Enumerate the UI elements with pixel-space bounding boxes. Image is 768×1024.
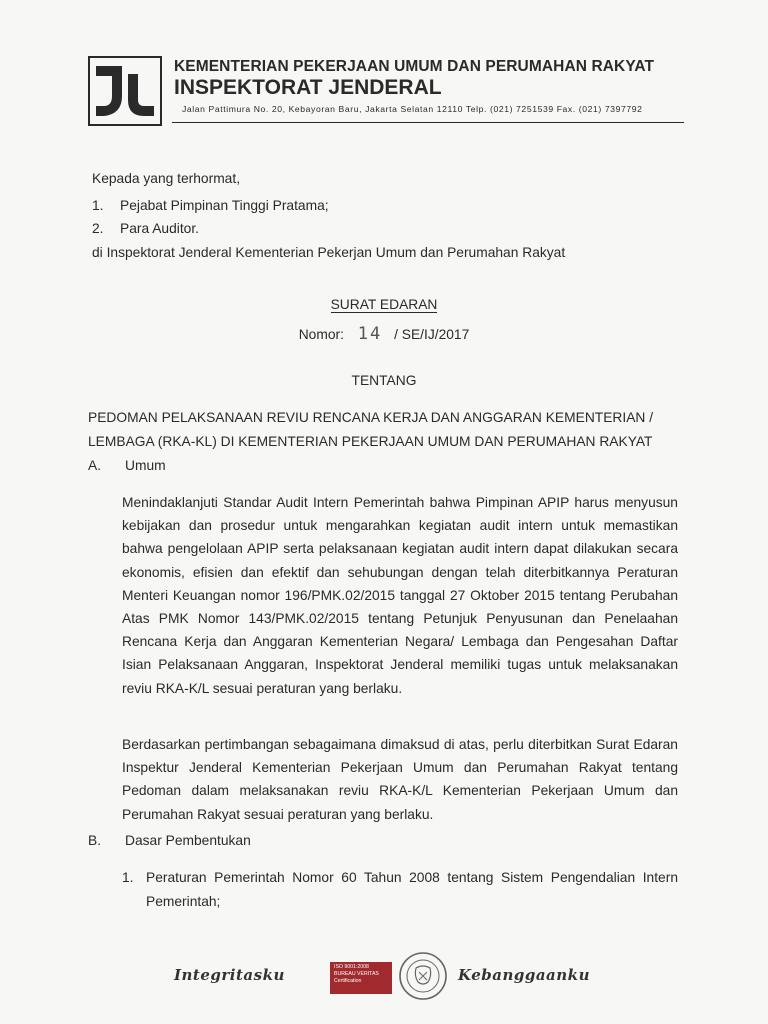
document-title <box>0 297 768 312</box>
cert-line: ISO 9001:2008 <box>334 964 369 970</box>
subject-line: PEDOMAN PELAKSANAAN REVIU RENCANA KERJA DAN ANGGARAN KEMENTERIAN / <box>88 410 654 425</box>
cert-line: BUREAU VERITAS <box>334 971 379 977</box>
recipients-block <box>92 167 565 264</box>
section-title: Dasar Pembentukan <box>125 833 251 848</box>
document-title-text: SURAT EDARAN <box>330 297 438 312</box>
tentang-heading: TENTANG <box>351 373 417 388</box>
subject-block <box>88 406 688 453</box>
motto-left: Integritasku <box>174 966 285 984</box>
section-letter: A. <box>88 458 102 473</box>
unit-name: INSPEKTORAT JENDERAL <box>174 76 442 99</box>
item-number: 1. <box>122 870 134 885</box>
document-number <box>0 324 768 344</box>
recipient-number: 1. <box>92 197 104 213</box>
section-title: Umum <box>125 458 166 473</box>
recipient-text: Para Auditor. <box>120 221 200 236</box>
recipient-number: 2. <box>92 221 104 236</box>
certification-badge <box>330 962 392 994</box>
section-letter: B. <box>88 833 102 848</box>
ministry-name: KEMENTERIAN PEKERJAAN UMUM DAN PERUMAHAN RAKYAT <box>174 58 655 75</box>
section-a-paragraph-1: Menindaklanjuti Standar Audit Intern Pemerintah bahwa Pimpinan APIP harus menyusun kebijakan dan prosedur untuk mengarahkan kegiatan audit intern untuk memastikan bahwa pengelolaan APIP serta pelaksanaan kegiatan audit intern dapat dilakukan secara ekonomis, efisien dan efektif dan sehubungan dengan telah diterbitkannya Peraturan Menteri Keuangan nomor 196/PMK.02/2015 tanggal 27 Oktober 2015 tentang Perubahan Atas PMK Nomor 143/PMK.02/2015 tentang Petunjuk Penyusunan dan Penelaahan Rencana Kerja dan Anggaran Kementerian Negara/ Lembaga dan Pengesahan Daftar Isian Pelaksanaan Anggaran, Inspektorat Jenderal memiliki tugas untuk melaksanakan reviu RKA-K/L sesuai peraturan yang berlaku. <box>122 495 678 696</box>
recipient-item <box>92 217 565 241</box>
nomor-suffix: / SE/IJ/2017 <box>394 327 470 342</box>
nomor-handwritten: 14 <box>357 324 383 344</box>
section-a-paragraph-2: Berdasarkan pertimbangan sebagaimana dimaksud di atas, perlu diterbitkan Surat Edaran Inspektur Jenderal Kementerian Pekerjaan Umum dan Perumahan Rakyat tentang Pedoman dalam melaksanakan reviu RKA-K/L Kementerian Pekerjaan Umum dan Perumahan Rakyat sesuai peraturan yang berlaku. <box>122 737 678 822</box>
letterhead-rule <box>172 122 684 123</box>
ministry-logo <box>88 56 162 126</box>
nomor-label: Nomor: <box>298 327 344 342</box>
section-b-heading <box>88 833 251 848</box>
item-text: Peraturan Pemerintah Nomor 60 Tahun 2008 tentang Sistem Pengendalian Intern Pemerintah; <box>146 870 678 909</box>
section-b-item <box>122 866 678 913</box>
greeting: Kepada yang terhormat, <box>92 171 241 186</box>
cert-line: Certification <box>334 978 362 984</box>
motto-right: Kebanggaanku <box>458 966 590 984</box>
recipient-location: di Inspektorat Jenderal Kementerian Pekerjan Umum dan Perumahan Rakyat <box>92 244 566 260</box>
subject-line: LEMBAGA (RKA-KL) DI KEMENTERIAN PEKERJAAN UMUM DAN PERUMAHAN RAKYAT <box>88 433 653 449</box>
address-line: Jalan Pattimura No. 20, Kebayoran Baru, Jakarta Selatan 12110 Telp. (021) 7251539 Fax. (021) 7397792 <box>182 104 643 114</box>
certification-seal-icon <box>398 950 448 1002</box>
recipient-text: Pejabat Pimpinan Tinggi Pratama; <box>120 197 329 213</box>
section-a-heading <box>88 458 166 473</box>
recipient-item <box>92 194 565 218</box>
